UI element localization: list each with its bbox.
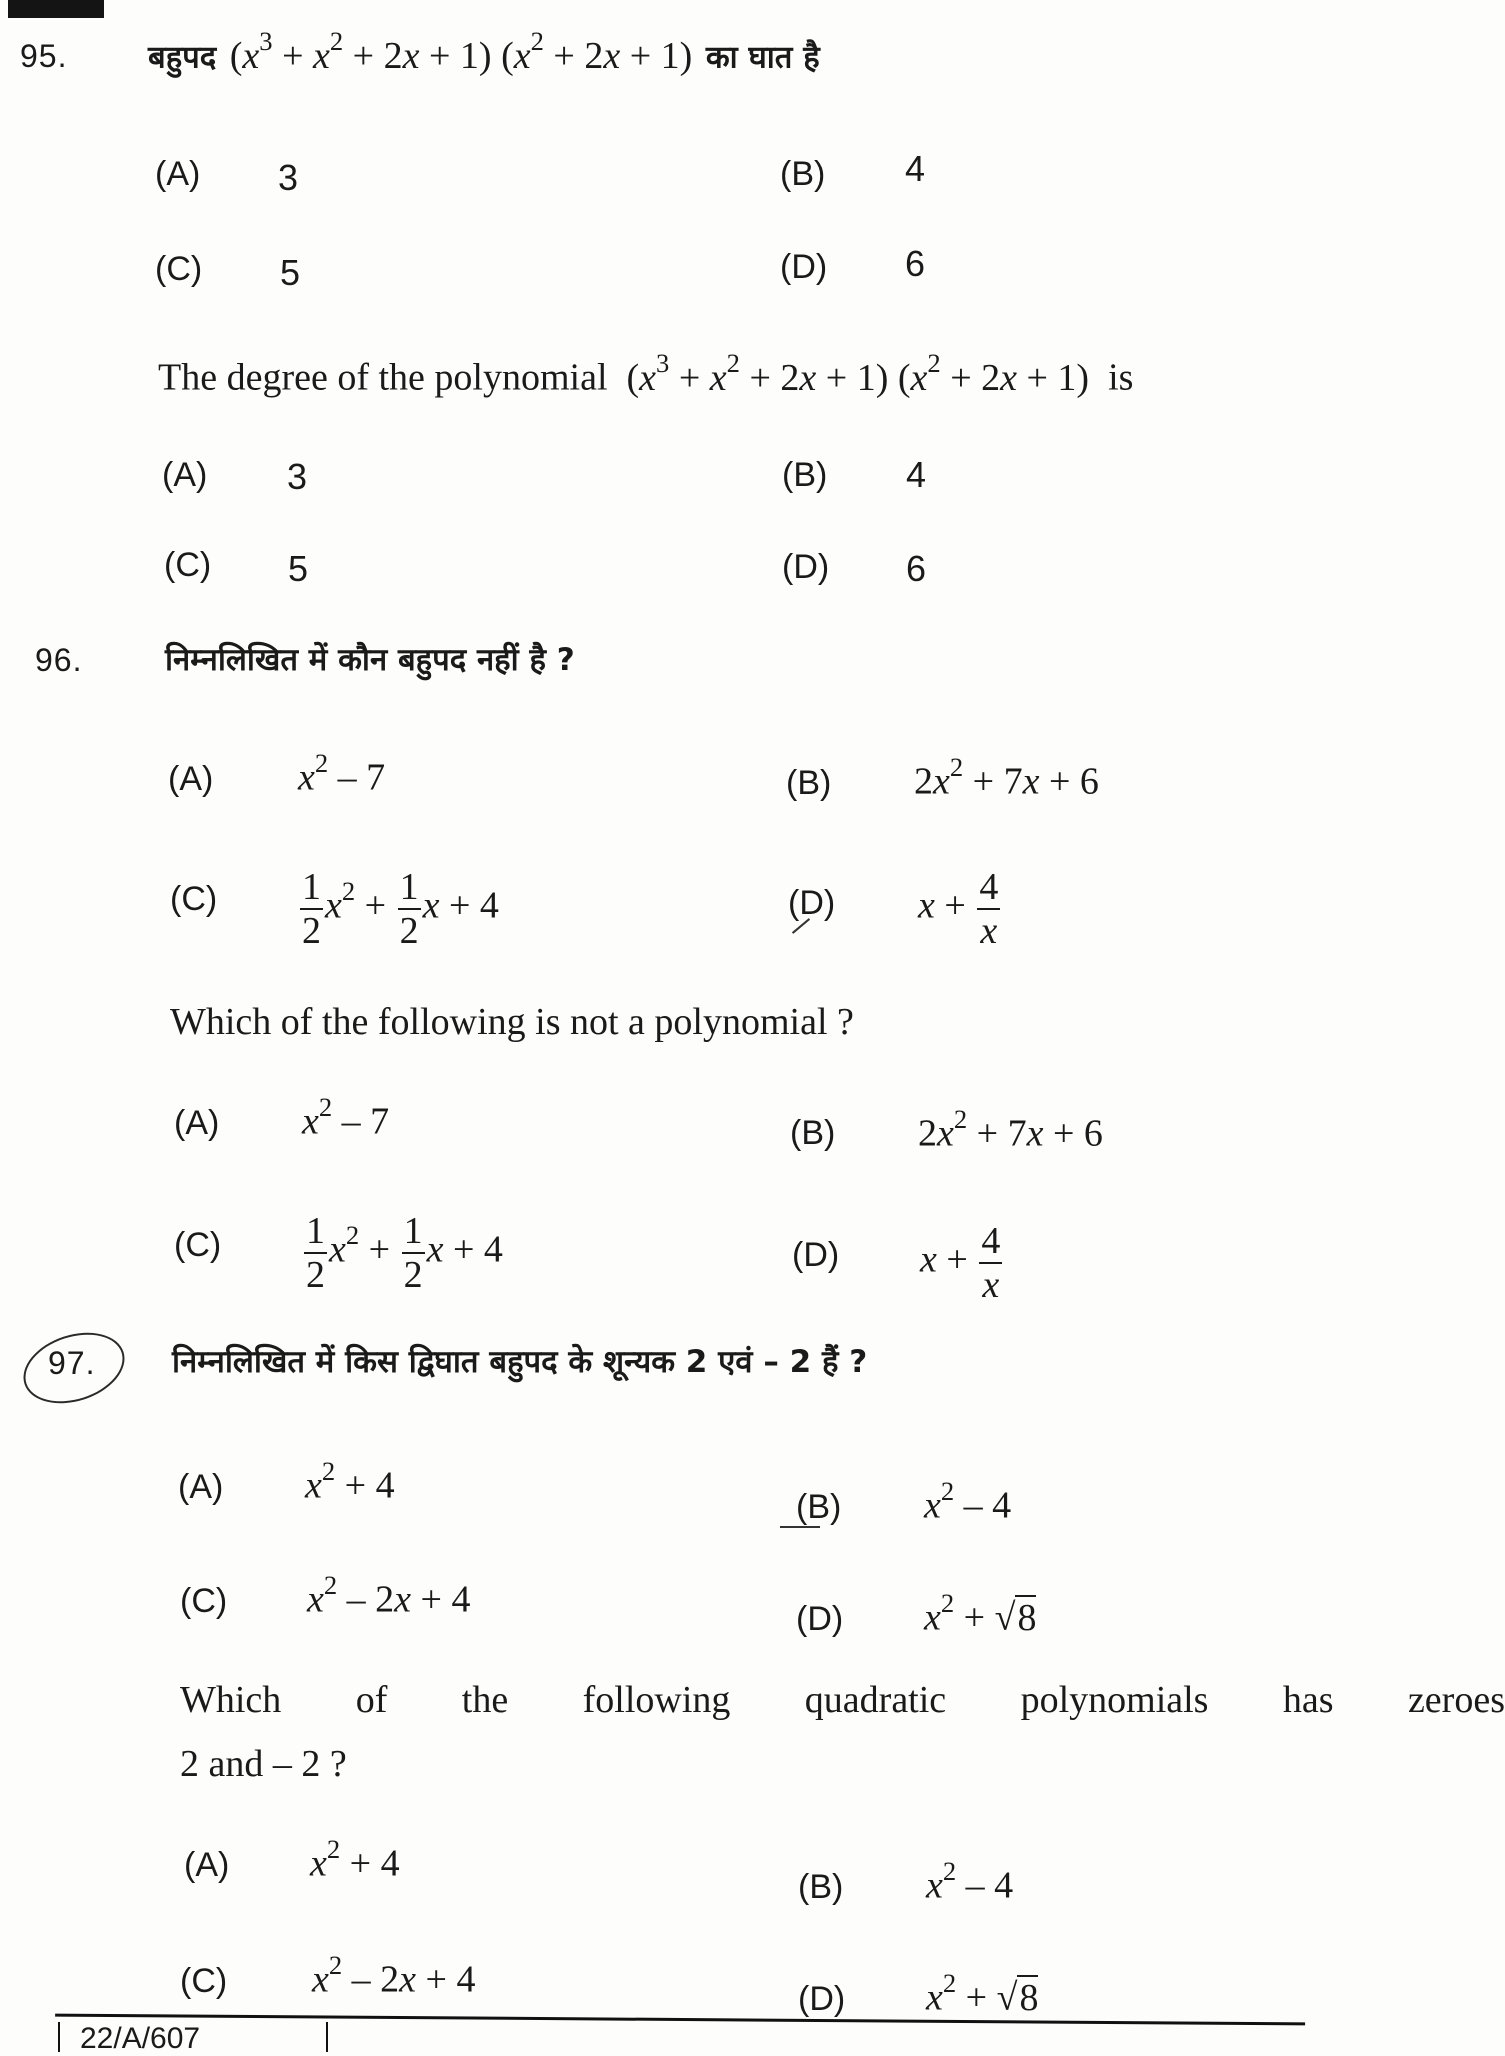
question-96-number: 96. (35, 642, 83, 678)
q97-hi-option-a-value: $x^2 + 4$ (305, 1456, 395, 1507)
q96-en-option-a-value: $x^2 - 7$ (302, 1092, 390, 1143)
stem-word: zeroes (1407, 1679, 1505, 1721)
stem-word: quadratic (804, 1679, 947, 1721)
q97-hi-option-c-label[interactable]: (C) (180, 1582, 228, 1620)
q95-en-option-b-value: 4 (906, 454, 927, 495)
q96-en-option-c-label[interactable]: (C) (174, 1226, 222, 1264)
answer-underline-mark (780, 1526, 820, 1528)
q96-hi-option-a-label[interactable]: (A) (168, 760, 214, 798)
q95-hi-option-d-label[interactable]: (D) (780, 248, 828, 286)
q96-en-option-a-label[interactable]: (A) (174, 1104, 220, 1142)
question-97-hindi-stem: निम्नलिखित में किस द्विघात बहुपद के शून्यक 2 एवं – 2 हैं ? (172, 1344, 868, 1380)
q95-en-option-a-label[interactable]: (A) (162, 456, 208, 494)
q97-hi-option-b-value: $x^2 - 4$ (924, 1476, 1012, 1527)
q95-hi-option-b-value: 4 (905, 148, 926, 189)
stem-word: Which (180, 1679, 282, 1721)
q97-en-option-d-label[interactable]: (D) (798, 1980, 846, 2018)
stem-word: polynomials (1020, 1679, 1209, 1721)
stem-word: has (1282, 1679, 1334, 1721)
q96-en-option-b-label[interactable]: (B) (790, 1114, 836, 1152)
page-corner-marker (8, 0, 104, 18)
q95-en-option-a-value: 3 (287, 456, 308, 497)
question-95-english-stem (158, 348, 1134, 400)
q96-en-option-b-value: $2x^2 + 7x + 6$ (918, 1104, 1103, 1155)
polynomial-expression: $(x^3 + x^2 + 2x + 1) (x^2 + 2x + 1)$ (617, 348, 1099, 399)
q96-hi-option-d-value: x + $\frac{4}{x}$ (918, 866, 999, 952)
question-96-hindi-stem: निम्नलिखित में कौन बहुपद नहीं है ? (165, 642, 575, 678)
question-95-hindi-suffix: का घात है (705, 39, 820, 76)
question-95-number: 95. (20, 38, 68, 74)
q97-en-option-a-label[interactable]: (A) (184, 1846, 230, 1884)
q96-hi-option-b-value: $2x^2 + 7x + 6$ (914, 752, 1099, 803)
q95-en-option-c-label[interactable]: (C) (164, 546, 212, 584)
question-96-english-stem: Which of the following is not a polynomial ? (170, 1001, 854, 1043)
q97-hi-option-a-label[interactable]: (A) (178, 1468, 224, 1506)
question-97-number: 97. (48, 1345, 96, 1381)
q95-en-option-c-value: 5 (288, 548, 309, 589)
q96-hi-option-c-value: $\frac{1}{2}$ $x^2$ + $\frac{1}{2}$ x + 4 (302, 866, 499, 952)
q95-hi-option-b-label[interactable]: (B) (780, 155, 826, 193)
footer-paper-code: 22/A/607 (58, 2022, 328, 2052)
q96-en-option-d-value: x + $\frac{4}{x}$ (920, 1220, 1001, 1306)
q95-hi-option-c-label[interactable]: (C) (155, 250, 203, 288)
q96-hi-option-d-label[interactable]: (D) (788, 884, 836, 922)
stem-word: the (461, 1679, 509, 1721)
question-97-english-stem-line1 (180, 1678, 1505, 1722)
q97-en-option-b-label[interactable]: (B) (798, 1868, 844, 1906)
q97-en-option-c-value: $x^2 - 2x + 4$ (312, 1950, 476, 2001)
q95-hi-option-a-label[interactable]: (A) (155, 155, 201, 193)
q97-hi-option-c-value: $x^2 - 2x + 4$ (307, 1570, 471, 1621)
q97-hi-option-d-label[interactable]: (D) (796, 1600, 844, 1638)
q97-hi-option-b-label[interactable]: (B) (796, 1488, 842, 1526)
q95-en-option-d-value: 6 (906, 548, 927, 589)
q95-en-option-b-label[interactable]: (B) (782, 456, 828, 494)
question-95-hindi-stem (148, 26, 820, 78)
question-95-hindi-prefix: बहुपद (148, 39, 217, 76)
q96-hi-option-c-label[interactable]: (C) (170, 880, 218, 918)
q97-en-option-b-value: $x^2 - 4$ (926, 1856, 1014, 1907)
q97-hi-option-d-value: $x^2 + √8$ (924, 1588, 1037, 1639)
q95-hi-option-a-value: 3 (278, 157, 299, 198)
q97-en-option-a-value: $x^2 + 4$ (310, 1834, 400, 1885)
q96-en-option-c-value: $\frac{1}{2}$ $x^2$ + $\frac{1}{2}$ x + 4 (306, 1210, 503, 1296)
q96-hi-option-b-label[interactable]: (B) (786, 764, 832, 802)
stem-word: of (355, 1679, 388, 1721)
q95-hi-option-c-value: 5 (280, 252, 301, 293)
question-95-english-suffix: is (1108, 356, 1134, 399)
polynomial-expression: $(x^3 + x^2 + 2x + 1) (x^2 + 2x + 1)$ (220, 26, 702, 77)
q97-en-option-c-label[interactable]: (C) (180, 1962, 228, 2000)
q95-hi-option-d-value: 6 (905, 243, 926, 284)
stem-word: following (582, 1679, 731, 1721)
q95-en-option-d-label[interactable]: (D) (782, 548, 830, 586)
q96-hi-option-a-value: $x^2 - 7$ (298, 748, 386, 799)
question-95-english-prefix: The degree of the polynomial (158, 356, 608, 399)
question-97-english-stem-line2: 2 and – 2 ? (180, 1743, 347, 1785)
q97-en-option-d-value: $x^2 + √8$ (926, 1968, 1039, 2019)
q96-en-option-d-label[interactable]: (D) (792, 1236, 840, 1274)
